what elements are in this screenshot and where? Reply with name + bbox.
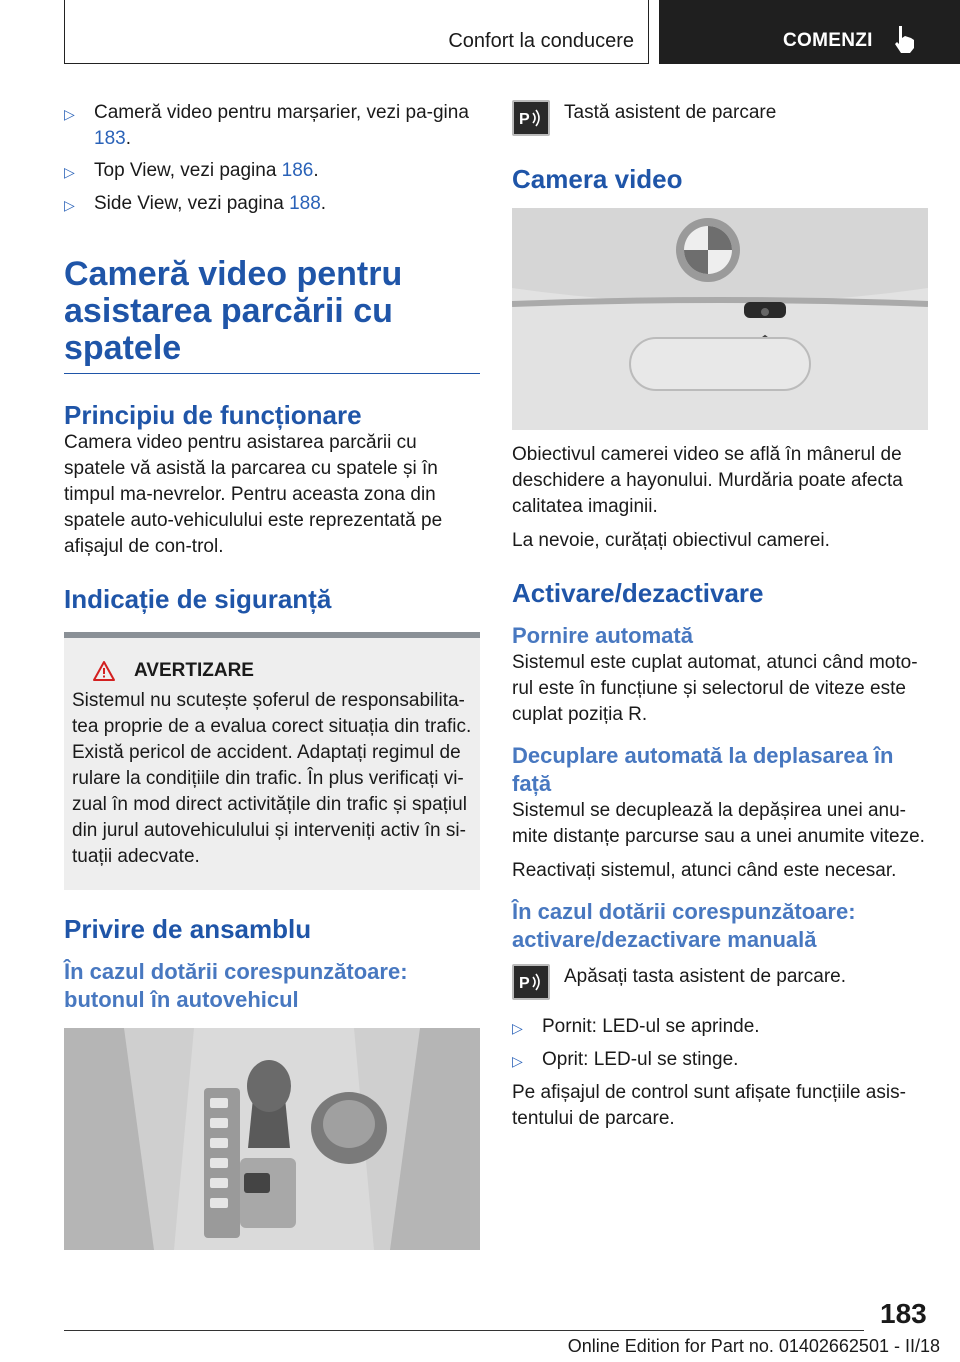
bullet-punct: . <box>125 128 131 149</box>
warning-label: AVERTIZARE <box>134 660 254 681</box>
safety-heading: Indicație de siguranță <box>64 584 332 614</box>
header-chapter-tab[interactable] <box>659 0 960 64</box>
chapter-title: Cameră video pentru asistarea parcării cu spatele <box>64 256 480 374</box>
overview-heading: Privire de ansamblu <box>64 914 312 944</box>
bullet-punct: . <box>313 160 319 181</box>
warning-text: Sistemul nu scutește șoferul de responsabilita-tea proprie de a evalua corect situația din trafic. Există pericol de accident. Adaptați regimul de rulare la condițiile din trafic. În plus verificați vi-zual în mod direct activitățile din trafic și spațiul din jurul autovehiculului și interveniți activ în si-tuații adecvate. <box>72 690 472 867</box>
triangle-bullet-icon: ▷ <box>64 164 75 180</box>
left-column <box>64 100 480 1250</box>
manual-heading: În cazul dotării corespunzătoare: activare/dezactivare manuală <box>512 899 856 952</box>
warning-box <box>64 632 480 890</box>
console-photo <box>64 1028 480 1250</box>
header-section-tab[interactable] <box>64 0 649 64</box>
button-heading: În cazul dotării corespunzătoare: butonul în autovehicul <box>64 959 408 1012</box>
footer-divider <box>64 1330 864 1331</box>
key-label: Tastă asistent de parcare <box>564 102 777 123</box>
page-link[interactable]: 188 <box>289 193 321 214</box>
principle-heading: Principiu de funcționare <box>64 400 362 430</box>
triangle-bullet-icon: ▷ <box>512 1053 523 1069</box>
manual-key-row <box>512 964 928 1000</box>
bullet-text: Oprit: LED-ul se stinge. <box>542 1049 739 1070</box>
bullet-text: Top View, vezi pagina <box>94 160 282 181</box>
bullet-punct: . <box>320 193 327 214</box>
triangle-bullet-icon: ▷ <box>64 106 75 122</box>
camera-photo <box>512 208 928 430</box>
svg-text:P: P <box>519 975 530 992</box>
triangle-bullet-icon: ▷ <box>64 197 75 213</box>
hand-pointer-icon <box>893 24 919 54</box>
page-number: 183 <box>880 1298 927 1329</box>
auto-on-text: Sistemul este cuplat automat, atunci când moto-rul este în funcțiune și selectorul de viteze este cuplat poziția R. <box>512 652 918 725</box>
bullet-text: Side View, vezi pagina <box>94 193 290 214</box>
list-item <box>512 1014 928 1041</box>
auto-off-text: Sistemul se decuplează la depășirea unei anu-mite distanțe parcurse sau a unei anumite viteze. <box>512 800 925 847</box>
manual-text: Apăsați tasta asistent de parcare. <box>564 966 846 987</box>
list-item <box>64 158 480 185</box>
list-item <box>512 1047 928 1074</box>
list-item <box>64 100 480 152</box>
right-column <box>512 100 928 1140</box>
page-link[interactable]: 183 <box>94 128 126 149</box>
bullet-text: Pornit: LED-ul se aprinde. <box>542 1016 760 1037</box>
center-console-image <box>64 1028 480 1250</box>
camera-heading: Camera video <box>512 164 683 194</box>
camera-clean-text: La nevoie, curățați obiectivul camerei. <box>512 530 830 551</box>
final-text: Pe afișajul de control sunt afișate funcțiile asis-tentului de parcare. <box>512 1082 906 1129</box>
activate-heading: Activare/dezactivare <box>512 578 764 608</box>
parking-assist-key-icon <box>512 100 550 136</box>
camera-text: Obiectivul camerei video se află în mânerul de deschidere a hayonului. Murdăria poate afecta calitatea imaginii. <box>512 444 903 517</box>
rear-camera-image <box>512 208 928 430</box>
auto-off-heading: Decuplare automată la deplasarea în față <box>512 743 894 796</box>
bullet-text: Cameră video pentru marșarier, vezi pa-gina <box>94 102 469 123</box>
edition-footer: Online Edition for Part no. 01402662501 - II/18 <box>567 1336 940 1356</box>
header-chapter-label: COMENZI <box>783 30 873 51</box>
principle-text: Camera video pentru asistarea parcării cu spatele vă asistă la parcarea cu spatele și în timpul ma-nevrelor. Pentru aceasta zona din spatele auto-vehiculului este reprezentată pe afișajul de con-trol. <box>64 432 443 557</box>
svg-text:P: P <box>519 111 530 128</box>
warning-triangle-icon <box>92 660 116 682</box>
page-link[interactable]: 186 <box>281 160 314 181</box>
parking-key-row <box>512 100 928 136</box>
triangle-bullet-icon: ▷ <box>512 1020 523 1036</box>
parking-assist-key-icon <box>512 964 550 1000</box>
reactivate-text: Reactivați sistemul, atunci când este necesar. <box>512 860 897 881</box>
header-section-label: Confort la conducere <box>448 30 634 52</box>
list-item <box>64 191 480 218</box>
auto-on-heading: Pornire automată <box>512 623 693 648</box>
